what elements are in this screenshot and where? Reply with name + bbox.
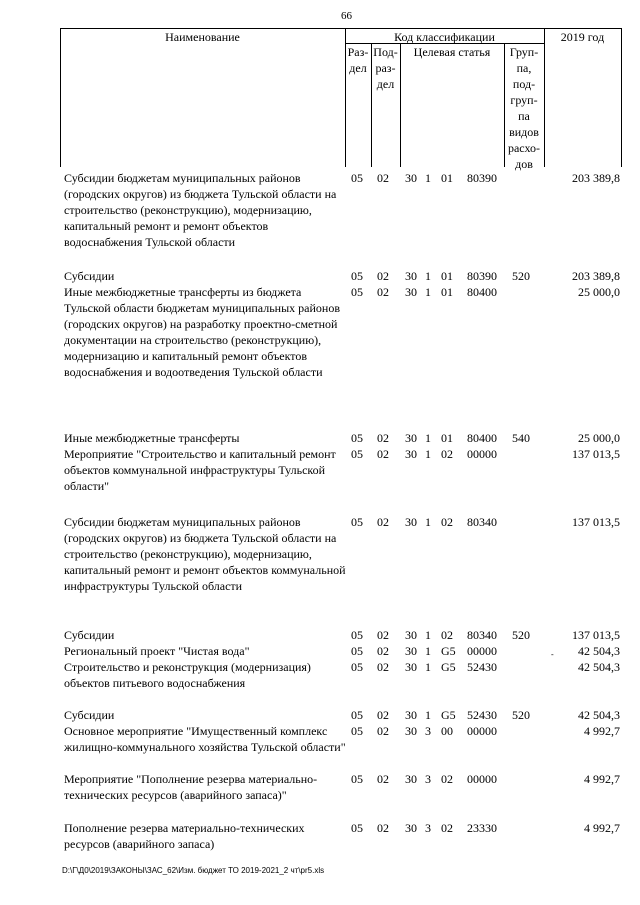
row-podrazdel: 02 <box>377 515 389 529</box>
row-target-subprogram: 3 <box>425 821 431 835</box>
row-target-event: 02 <box>441 447 453 461</box>
header-code: Код классификации <box>394 30 495 44</box>
row-podrazdel: 02 <box>377 628 389 642</box>
row-podrazdel: 02 <box>377 708 389 722</box>
row-target-event: 02 <box>441 515 453 529</box>
row-razdel: 05 <box>351 644 363 658</box>
row-sum-2019: 25 000,0 <box>578 285 620 299</box>
header-year: 2019 год <box>560 30 605 44</box>
row-target-direction: 23330 <box>467 821 497 835</box>
row-sum-2019: 137 013,5 <box>572 515 620 529</box>
row-target-event: 01 <box>441 285 453 299</box>
row-target-subprogram: 1 <box>425 708 431 722</box>
row-razdel: 05 <box>351 269 363 283</box>
row-name: Мероприятие "Строительство и капитальный ремонт объектов коммунальной инфраструктуры Тульской области" <box>64 447 336 493</box>
row-target-direction: 80340 <box>467 628 497 642</box>
row-name: Субсидии <box>64 628 115 642</box>
row-expense-group: 520 <box>512 708 530 722</box>
row-target-program: 30 <box>405 660 417 674</box>
row-target-program: 30 <box>405 772 417 786</box>
header-podrazdel: Под- раз- дел <box>373 45 398 91</box>
page-number: 66 <box>341 10 352 22</box>
row-target-program: 30 <box>405 724 417 738</box>
row-sum-2019: 42 504,3 <box>578 644 620 658</box>
row-target-event: 00 <box>441 724 453 738</box>
row-razdel: 05 <box>351 171 363 185</box>
row-sum-2019: 42 504,3 <box>578 660 620 674</box>
row-target-direction: 52430 <box>467 708 497 722</box>
row-target-subprogram: 1 <box>425 269 431 283</box>
row-target-event: G5 <box>441 644 456 658</box>
row-target-program: 30 <box>405 447 417 461</box>
row-name: Субсидии бюджетам муниципальных районов (городских округов) из бюджета Тульской области на строительство (реконструкцию), модернизацию, капитальный ремонт и ремонт объектов водоснабжения Тульской области <box>64 171 337 249</box>
row-target-direction: 80400 <box>467 285 497 299</box>
row-expense-group: 520 <box>512 269 530 283</box>
row-target-direction: 80340 <box>467 515 497 529</box>
row-podrazdel: 02 <box>377 431 389 445</box>
row-razdel: 05 <box>351 447 363 461</box>
row-target-program: 30 <box>405 515 417 529</box>
row-sum-2019: 4 992,7 <box>584 772 620 786</box>
row-name: Субсидии <box>64 708 115 722</box>
row-name: Иные межбюджетные трансферты <box>64 431 240 445</box>
row-razdel: 05 <box>351 628 363 642</box>
row-target-subprogram: 1 <box>425 285 431 299</box>
row-razdel: 05 <box>351 431 363 445</box>
row-target-event: 01 <box>441 171 453 185</box>
row-podrazdel: 02 <box>377 772 389 786</box>
row-name: Региональный проект "Чистая вода" <box>64 644 250 658</box>
header-target: Целевая статья <box>413 45 491 59</box>
row-name: Основное мероприятие "Имущественный комплекс жилищно-коммунального хозяйства Тульской области" <box>64 724 346 754</box>
row-target-subprogram: 1 <box>425 628 431 642</box>
row-name: Иные межбюджетные трансферты из бюджета Тульской области бюджетам муниципальных районов (городских округов) на разработку проектно-сметной документации на строительство (реконструкцию), модернизацию и капитальный ремонт объектов водоснабжения и водоотведения Тульской области <box>64 285 340 379</box>
row-target-subprogram: 1 <box>425 660 431 674</box>
row-razdel: 05 <box>351 515 363 529</box>
row-sum-2019: 137 013,5 <box>572 628 620 642</box>
row-podrazdel: 02 <box>377 285 389 299</box>
row-target-program: 30 <box>405 628 417 642</box>
row-target-event: 02 <box>441 628 453 642</box>
row-razdel: 05 <box>351 821 363 835</box>
row-podrazdel: 02 <box>377 821 389 835</box>
row-sum-2019: 25 000,0 <box>578 431 620 445</box>
row-sum-2019: 137 013,5 <box>572 447 620 461</box>
row-target-event: G5 <box>441 708 456 722</box>
row-razdel: 05 <box>351 724 363 738</box>
row-target-event: 02 <box>441 821 453 835</box>
row-target-direction: 80400 <box>467 431 497 445</box>
row-sum-2019: 203 389,8 <box>572 269 620 283</box>
row-expense-group: 520 <box>512 628 530 642</box>
row-target-event: 01 <box>441 431 453 445</box>
row-target-direction: 00000 <box>467 447 497 461</box>
row-sum-2019: 203 389,8 <box>572 171 620 185</box>
row-podrazdel: 02 <box>377 269 389 283</box>
row-razdel: 05 <box>351 660 363 674</box>
row-target-subprogram: 1 <box>425 447 431 461</box>
row-target-direction: 80390 <box>467 171 497 185</box>
row-target-subprogram: 1 <box>425 431 431 445</box>
row-target-subprogram: 3 <box>425 772 431 786</box>
header-name: Наименование <box>165 30 240 44</box>
row-target-program: 30 <box>405 821 417 835</box>
row-podrazdel: 02 <box>377 171 389 185</box>
row-target-program: 30 <box>405 708 417 722</box>
row-target-program: 30 <box>405 171 417 185</box>
row-target-subprogram: 1 <box>425 644 431 658</box>
header-group: Груп- па, под- груп- па видов расхо- дов <box>507 45 541 171</box>
row-target-subprogram: 1 <box>425 515 431 529</box>
row-target-event: 02 <box>441 772 453 786</box>
row-sum-2019: 4 992,7 <box>584 821 620 835</box>
row-name: Строительство и реконструкция (модернизация) объектов питьевого водоснабжения <box>64 660 311 690</box>
row-target-event: G5 <box>441 660 456 674</box>
row-target-direction: 00000 <box>467 644 497 658</box>
stray-mark: - <box>551 650 554 659</box>
row-razdel: 05 <box>351 772 363 786</box>
row-target-direction: 52430 <box>467 660 497 674</box>
header-razdel: Раз- дел <box>347 45 369 75</box>
row-razdel: 05 <box>351 285 363 299</box>
row-name: Мероприятие "Пополнение резерва материально-технических ресурсов (аварийного запаса)" <box>64 772 318 802</box>
row-target-direction: 80390 <box>467 269 497 283</box>
row-podrazdel: 02 <box>377 644 389 658</box>
row-target-subprogram: 1 <box>425 171 431 185</box>
row-expense-group: 540 <box>512 431 530 445</box>
row-target-program: 30 <box>405 644 417 658</box>
row-sum-2019: 42 504,3 <box>578 708 620 722</box>
row-target-program: 30 <box>405 269 417 283</box>
row-target-subprogram: 3 <box>425 724 431 738</box>
row-sum-2019: 4 992,7 <box>584 724 620 738</box>
row-target-event: 01 <box>441 269 453 283</box>
row-podrazdel: 02 <box>377 724 389 738</box>
row-name: Субсидии <box>64 269 115 283</box>
row-target-direction: 00000 <box>467 772 497 786</box>
row-target-program: 30 <box>405 431 417 445</box>
row-name: Пополнение резерва материально-технических ресурсов (аварийного запаса) <box>64 821 305 851</box>
row-target-program: 30 <box>405 285 417 299</box>
row-razdel: 05 <box>351 708 363 722</box>
row-target-direction: 00000 <box>467 724 497 738</box>
row-name: Субсидии бюджетам муниципальных районов (городских округов) из бюджета Тульской области на строительство (реконструкцию), модернизацию, капитальный ремонт и ремонт объектов коммунальной инфраструктуры Тульской области <box>64 515 346 593</box>
row-podrazdel: 02 <box>377 447 389 461</box>
file-path-footer: D:\Г\Д0\2019\ЗАКОНЫ\ЗАС_62\Изм. бюджет ТО 2019-2021_2 чт\pr5.xls <box>62 866 325 875</box>
row-podrazdel: 02 <box>377 660 389 674</box>
